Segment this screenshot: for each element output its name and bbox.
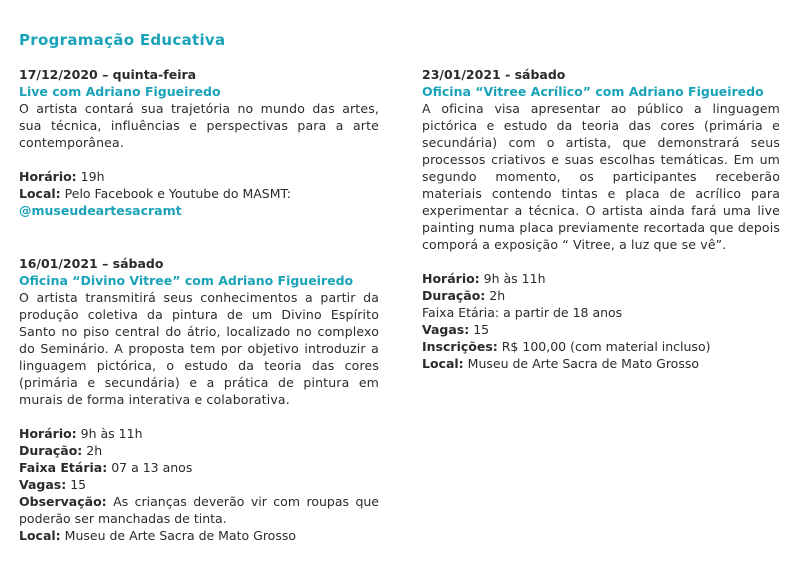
event-observacao: Observação: As crianças deverão vir com roupas que poderão ser manchadas de tinta. xyxy=(19,494,379,526)
event-duracao: Duração: 2h xyxy=(19,443,103,458)
event-horario: Horário: 9h às 11h xyxy=(19,426,143,441)
event-faixa-etaria: Faixa Etária: a partir de 18 anos xyxy=(422,305,623,320)
event-date: 16/01/2021 – sábado xyxy=(19,256,164,271)
social-handle-link[interactable]: @museudeartesacramt xyxy=(19,203,182,218)
event-date: 17/12/2020 – quinta-feira xyxy=(19,67,197,82)
event-description: O artista contará sua trajetória no mundo das artes, sua técnica, influências e perspectivas para a arte contemporânea. xyxy=(19,101,379,150)
event-horario: Horário: 9h às 11h xyxy=(422,271,546,286)
event-inscricoes: Inscrições: R$ 100,00 (com material incluso) xyxy=(422,339,711,354)
left-column xyxy=(19,66,379,580)
event-vagas: Vagas: 15 xyxy=(422,322,490,337)
section-title: Programação Educativa xyxy=(19,31,226,49)
event-local: Local: Museu de Arte Sacra de Mato Grosso xyxy=(19,528,297,543)
event-faixa-etaria: Faixa Etária: 07 a 13 anos xyxy=(19,460,193,475)
event-1 xyxy=(19,66,379,219)
event-3 xyxy=(422,66,780,372)
event-2 xyxy=(19,255,379,544)
event-local: Local: Museu de Arte Sacra de Mato Grosso xyxy=(422,356,700,371)
event-vagas: Vagas: 15 xyxy=(19,477,87,492)
event-title: Live com Adriano Figueiredo xyxy=(19,84,221,99)
event-horario: Horário: 19h xyxy=(19,169,105,184)
event-title: Oficina “Divino Vitree” com Adriano Figueiredo xyxy=(19,273,354,288)
event-duracao: Duração: 2h xyxy=(422,288,506,303)
right-column xyxy=(422,66,780,408)
event-title: Oficina “Vitree Acrílico” com Adriano Figueiredo xyxy=(422,84,764,99)
event-description: A oficina visa apresentar ao público a linguagem pictórica e estudo da teoria das cores (primária e secundária) com o artista, que demonstrará seus processos criativos e suas escolhas temáticas. Em um segundo momento, os participantes receberão materiais contendo tintas e placa de acrílico para experimentar a técnica. O artista ainda fará uma live painting numa placa previamente recortada que depois comporá a exposição “ Vitree, a luz que se vê”. xyxy=(422,101,780,252)
event-description: O artista transmitirá seus conhecimentos a partir da produção coletiva da pintura de um Divino Espírito Santo no piso central do átrio, localizado no complexo do Seminário. A proposta tem por objetivo introduzir a linguagem pictórica, o estudo da teoria das cores (primária e secundária) e a prática de pintura em murais de forma interativa e colaborativa. xyxy=(19,290,379,407)
event-date: 23/01/2021 - sábado xyxy=(422,67,566,82)
event-local: Local: Pelo Facebook e Youtube do MASMT: xyxy=(19,186,291,201)
